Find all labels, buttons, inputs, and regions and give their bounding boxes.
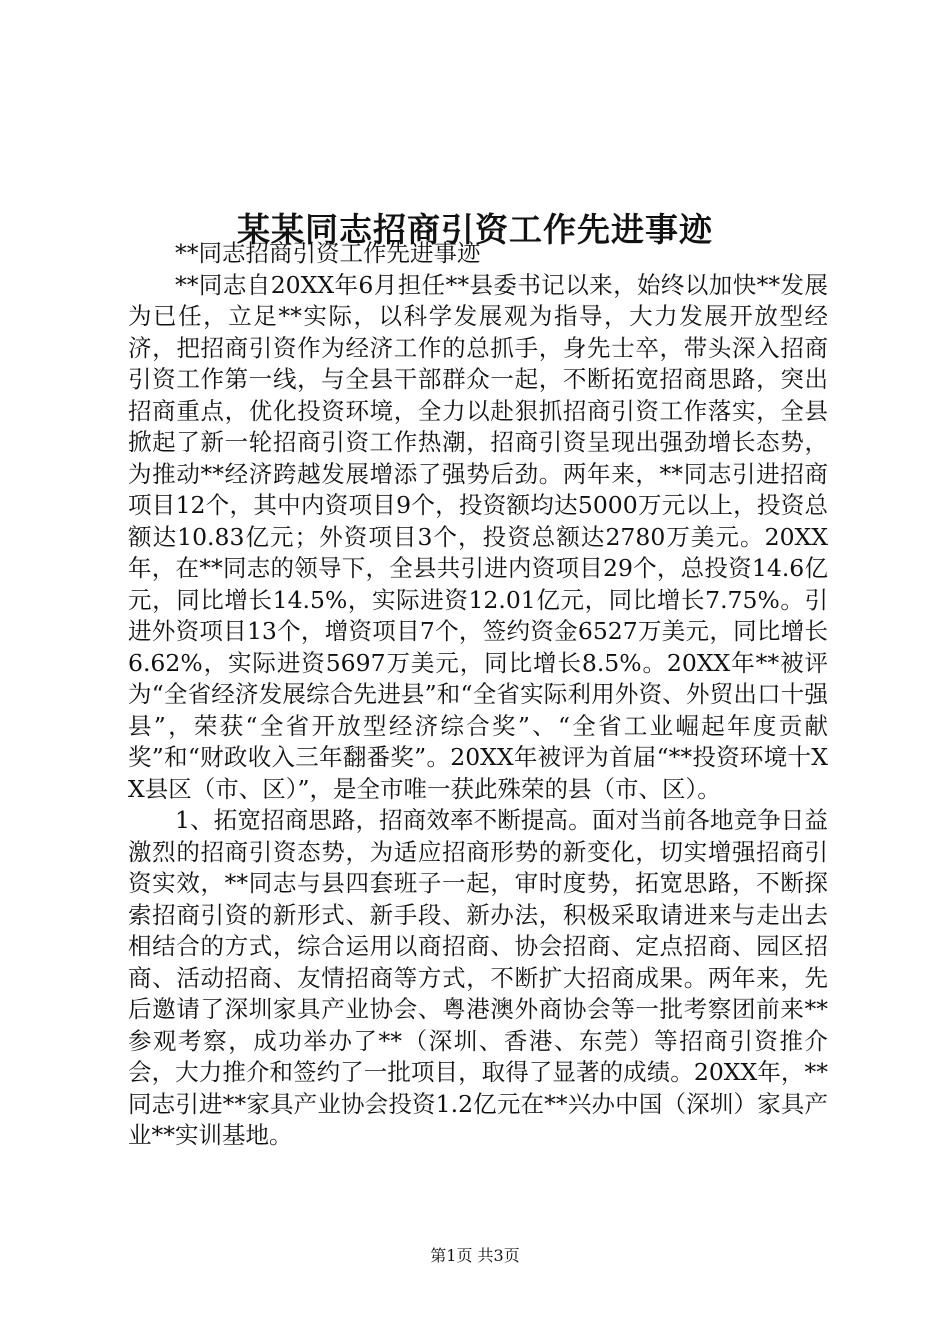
document-title: 某某同志招商引资工作先进事迹 <box>237 210 713 250</box>
document-body <box>128 238 828 1152</box>
paragraph-intro: **同志自20XX年6月担任**县委书记以来，始终以加快**发展为已任，立足**实际，以科学发展观为指导，大力发展开放型经济，把招商引资作为经济工作的总抓手，身先士卒，带头深入招商引资工作第一线，与全县干部群众一起，不断拓宽招商思路，突出招商重点，优化投资环境，全力以赴狠抓招商引资工作落实，全县掀起了新一轮招商引资工作热潮，招商引资呈现出强劲增长态势，为推动**经济跨越发展增添了强势后劲。两年来，**同志引进招商项目12个，其中内资项目9个，投资额均达5000万元以上，投资总额达10.83亿元；外资项目3个，投资总额达2780万美元。20XX年，在**同志的领导下，全县共引进内资项目29个，总投资14.6亿元，同比增长14.5%，实际进资12.01亿元，同比增长7.75%。引进外资项目13个，增资项目7个，签约资金6527万美元，同比增长6.62%，实际进资5697万美元，同比增长8.5%。20XX年**被评为“全省经济发展综合先进县”和“全省实际利用外资、外贸出口十强县”，荣获“全省开放型经济综合奖”、“全省工业崛起年度贡献奖”和“财政收入三年翻番奖”。20XX年被评为首届“**投资环境十XX县区（市、区）”，是全市唯一获此殊荣的县（市、区）。 <box>128 270 828 803</box>
paragraph-section-1: 1、拓宽招商思路，招商效率不断提高。面对当前各地竞争日益激烈的招商引资态势，为适应招商形势的新变化，切实增强招商引资实效，**同志与县四套班子一起，审时度势，拓宽思路，不断探索招商引资的新形式、新手段、新办法，积极采取请进来与走出去相结合的方式，综合运用以商招商、协会招商、定点招商、园区招商、活动招商、友情招商等方式，不断扩大招商成果。两年来，先后邀请了深圳家具产业协会、粤港澳外商协会等一批考察团前来**参观考察，成功举办了**（深圳、香港、东莞）等招商引资推介会，大力推介和签约了一批项目，取得了显著的成绩。20XX年，**同志引进**家具产业协会投资1.2亿元在**兴办中国（深圳）家具产业**实训基地。 <box>128 806 828 1149</box>
page-number-footer: 第1页 共3页 <box>430 1246 520 1265</box>
paragraph-subtitle: **同志招商引资工作先进事迹 <box>175 239 481 267</box>
